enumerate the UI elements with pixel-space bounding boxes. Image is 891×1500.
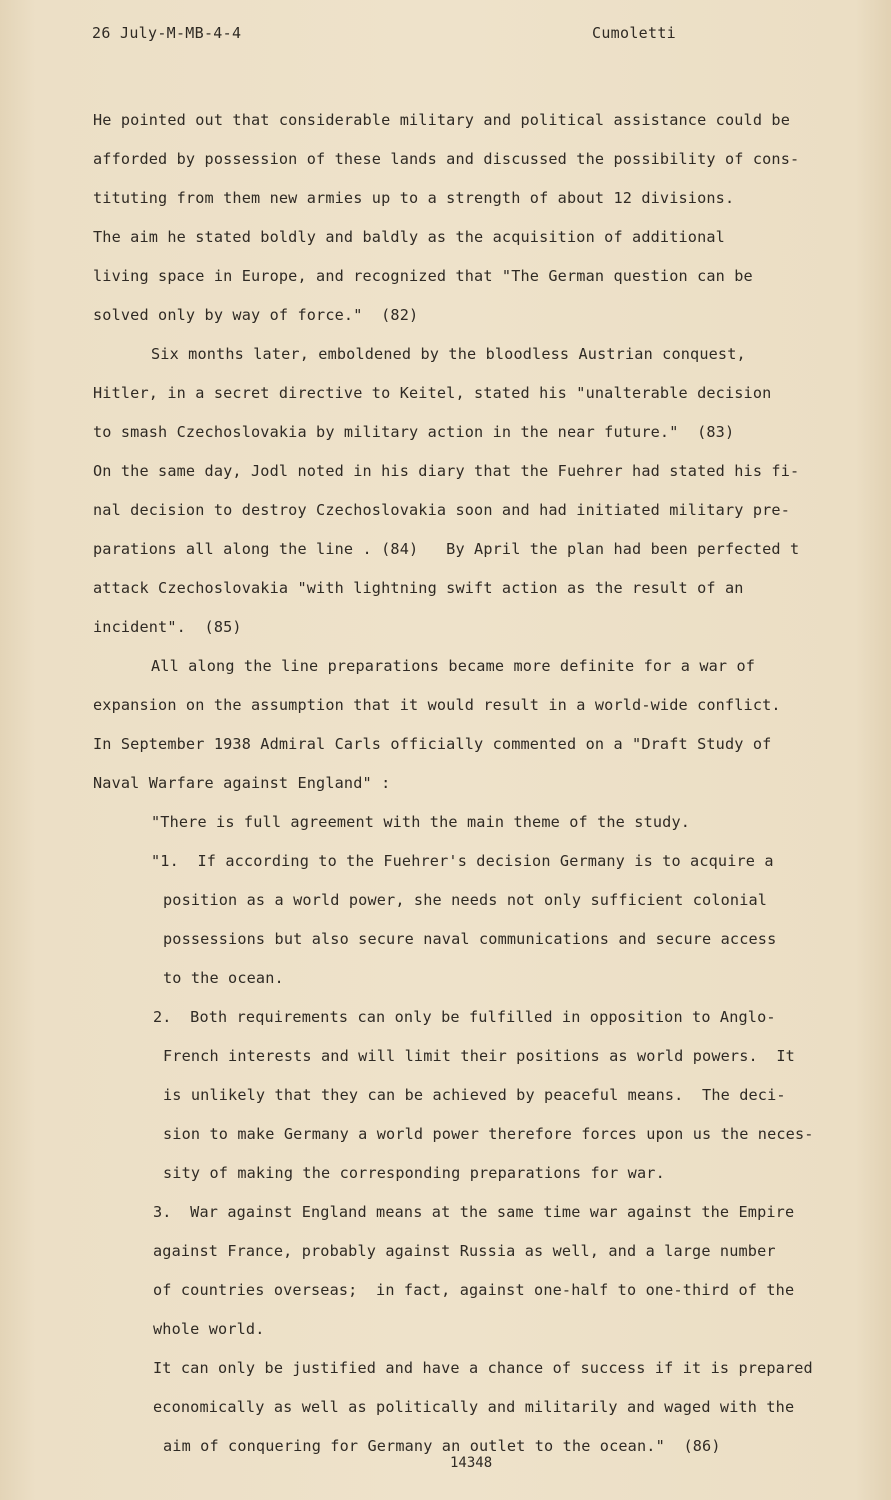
quote-line: is unlikely that they can be achieved by peaceful means. The deci- [163,1086,786,1104]
text-line: to smash Czechoslovakia by military action in the near future." (83) [93,423,735,441]
text-line: afforded by possession of these lands and discussed the possibility of cons- [93,150,800,168]
text-line: Naval Warfare against England" : [93,774,391,792]
quote-line: 2. Both requirements can only be fulfilled in opposition to Anglo- [153,1008,776,1026]
text-line: Six months later, emboldened by the bloodless Austrian conquest, [151,345,746,363]
text-line: In September 1938 Admiral Carls officially commented on a "Draft Study of [93,735,772,753]
text-line: All along the line preparations became more definite for a war of [151,657,756,675]
quote-line: aim of conquering for Germany an outlet to the ocean." (86) [163,1437,721,1455]
quote-line: to the ocean. [163,969,284,987]
text-line: attack Czechoslovakia "with lightning swift action as the result of an [93,579,744,597]
quote-line: position as a world power, she needs not only sufficient colonial [163,891,768,909]
quote-line: possessions but also secure naval communications and secure access [163,930,777,948]
quote-line: It can only be justified and have a chance of success if it is prepared [153,1359,813,1377]
text-line: The aim he stated boldly and baldly as the acquisition of additional [93,228,725,246]
header-reference: 26 July-M-MB-4-4 [92,24,242,42]
quote-line: 3. War against England means at the same time war against the Empire [153,1203,795,1221]
quote-line: sity of making the corresponding preparations for war. [163,1164,665,1182]
text-line: parations all along the line . (84) By April the plan had been perfected t [93,540,800,558]
quote-line: economically as well as politically and militarily and waged with the [153,1398,795,1416]
text-line: incident". (85) [93,618,242,636]
quote-line: "There is full agreement with the main theme of the study. [151,813,691,831]
text-line: expansion on the assumption that it would result in a world-wide conflict. [93,696,781,714]
text-line: He pointed out that considerable military and political assistance could be [93,111,791,129]
page-number: 14348 [450,1455,493,1471]
quote-line: whole world. [153,1320,265,1338]
text-line: tituting from them new armies up to a strength of about 12 divisions. [93,189,735,207]
text-line: Hitler, in a secret directive to Keitel, stated his "unalterable decision [93,384,772,402]
text-line: nal decision to destroy Czechoslovakia soon and had initiated military pre- [93,501,791,519]
text-line: solved only by way of force." (82) [93,306,419,324]
quote-line: sion to make Germany a world power therefore forces upon us the neces- [163,1125,814,1143]
text-line: living space in Europe, and recognized that "The German question can be [93,267,753,285]
quote-line: French interests and will limit their positions as world powers. It [163,1047,795,1065]
header-name: Cumoletti [592,24,676,42]
quote-line: of countries overseas; in fact, against one-half to one-third of the [153,1281,795,1299]
quote-line: "1. If according to the Fuehrer's decision Germany is to acquire a [151,852,774,870]
text-line: On the same day, Jodl noted in his diary that the Fuehrer had stated his fi- [93,462,800,480]
document-body [93,101,833,1466]
quote-line: against France, probably against Russia as well, and a large number [153,1242,776,1260]
